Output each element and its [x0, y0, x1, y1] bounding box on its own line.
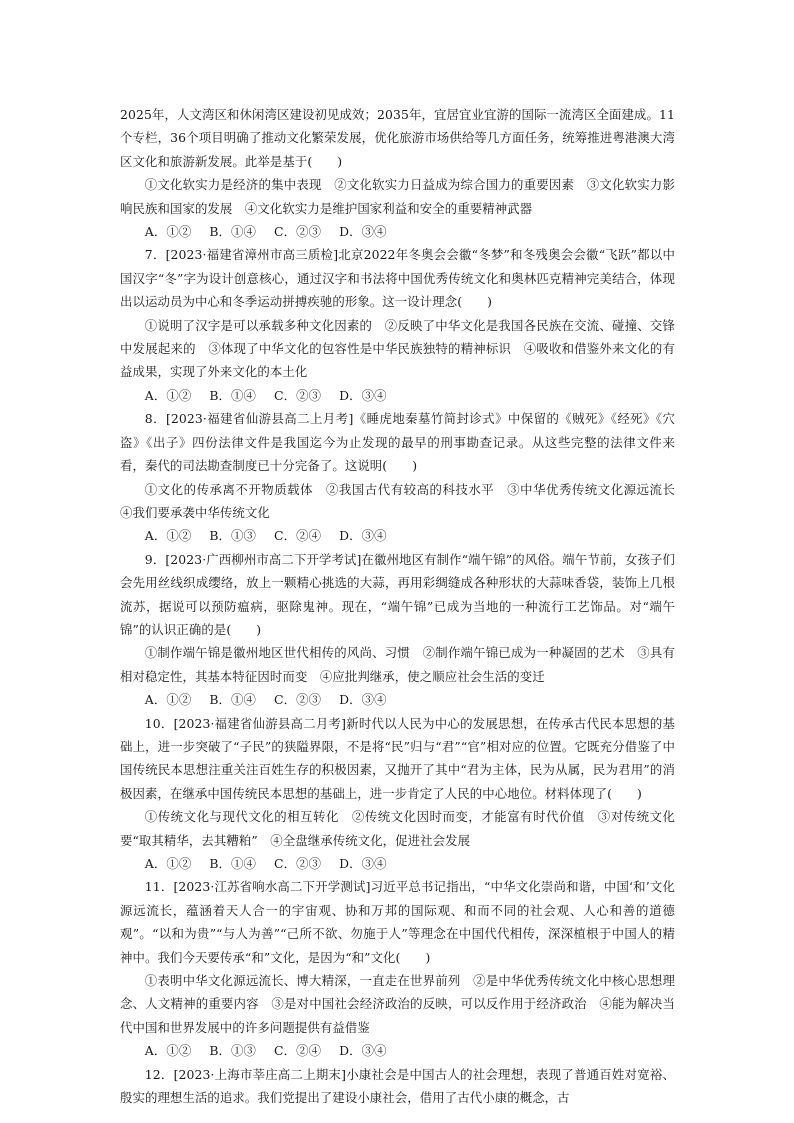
q11-options [120, 1039, 675, 1062]
q9-option-d[interactable]: D．③④ [339, 692, 387, 708]
q11-option-a[interactable]: A．①② [144, 1043, 192, 1059]
exam-page [120, 103, 688, 1109]
q8-statements: ①文化的传承离不开物质载体 ②我国古代有较高的科技水平 ③中华优秀传统文化源远流长 ④我们要承袭中华传统文化 [120, 481, 688, 520]
q11-statements: ①表明中华文化源远流长、博大精深，一直走在世界前列 ②是中华优秀传统文化中核心思想理念、人文精神的重要内容 ③是对中国社会经济政治的反映，可以反作用于经济政治 ④能为解决当代中国和世界发展中的许多问题提供有益借鉴 [120, 973, 675, 1035]
q9-option-b[interactable]: B．①④ [209, 692, 257, 708]
q7-stem: 7．[2023·福建省漳州市高三质检]北京2022年冬奥会会徽“冬梦”和冬残奥会会徽“飞跃”都以中国汉字“冬”字为设计创意核心，通过汉字和书法将中国优秀传统文化和奥林匹克精神完美结合，体现出以运动员为中心和冬季运动拼搏疾驰的形象。这一设计理念( ) [120, 247, 675, 310]
q8-option-d[interactable]: D．③④ [339, 528, 387, 544]
q11-option-b[interactable]: B．①③ [209, 1043, 257, 1059]
q8-option-b[interactable]: B．①③ [209, 528, 257, 544]
q6-statements: ①文化软实力是经济的集中表现 ②文化软实力日益成为综合国力的重要因素 ③文化软实力影响民族和国家的发展 ④文化软实力是维护国家利益和安全的重要精神武器 [120, 177, 675, 216]
q9-option-a[interactable]: A．①② [144, 692, 192, 708]
q7-statements: ①说明了汉字是可以承载多种文化因素的 ②反映了中华文化是我国各民族在交流、碰撞、交锋中发展起来的 ③体现了中华文化的包容性是中华民族独特的精神标识 ④吸收和借鉴外来文化的有益成果，实现了外来文化的本土化 [120, 317, 675, 380]
q7-options [120, 384, 675, 407]
q8-options [120, 524, 675, 547]
q10-option-a[interactable]: A．①② [144, 856, 192, 871]
q11-stem: 11．[2023·江苏省响水高二下开学测试]习近平总书记指出，“中华文化崇尚和谐，中国‘和’文化源远流长，蕴涵着天人合一的宇宙观、协和万邦的国际观、和而不同的社会观、人心和善的道德观”。“以和为贵”“与人为善”“己所不欲、勿施于人”等理念在中国代代相传，深深植根于中国人的精神中。我们今天要传承“和”文化，是因为“和”文化( ) [120, 879, 675, 965]
q6-options [120, 220, 675, 243]
q9-option-c[interactable]: C．②③ [274, 692, 322, 708]
q6-option-c[interactable]: C．②③ [274, 224, 322, 240]
q7-option-b[interactable]: B．①④ [209, 387, 257, 403]
q10-option-d[interactable]: D．③④ [339, 856, 387, 871]
q9-options [120, 688, 675, 711]
q12-stem: 12．[2023·上海市莘庄高二上期末]小康社会是中国古人的社会理想，表现了普通百姓对宽裕、殷实的理想生活的追求。我们党提出了建设小康社会，借用了古代小康的概念，古 [120, 1066, 675, 1106]
q6-stem: 2025年，人文湾区和休闲湾区建设初见成效；2035年，宜居宜业宜游的国际一流湾区全面建成。11个专栏，36个项目明确了推动文化繁荣发展，优化旅游市场供给等几方面任务，统筹推进粤港澳大湾区文化和旅游新发展。此举是基于( ) [120, 107, 675, 169]
q9-stem: 9．[2023·广西柳州市高二下开学考试]在徽州地区有制作“端午锦”的风俗。端午节前，女孩子们会先用丝线织成缨络，放上一颗精心挑选的大蒜，再用彩绸缝成各种形状的大蒜味香袋，装饰上几根流苏，据说可以预防瘟病，驱除鬼神。现在，“端午锦”已成为当地的一种流行工艺饰品。对“端午锦”的认识正确的是( ) [120, 551, 675, 637]
q8-option-c[interactable]: C．②④ [274, 528, 322, 544]
q6-option-b[interactable]: B．①④ [209, 224, 257, 240]
q10-options [120, 852, 675, 875]
q10-option-b[interactable]: B．①④ [209, 856, 257, 871]
q11-option-c[interactable]: C．②④ [274, 1043, 322, 1059]
q10-statements: ①传统文化与现代文化的相互转化 ②传统文化因时而变，才能富有时代价值 ③对传统文化要“取其精华，去其糟粕” ④全盘继承传统文化，促进社会发展 [120, 809, 675, 848]
q10-stem: 10．[2023·福建省仙游县高二月考]新时代以人民为中心的发展思想，在传承古代民本思想的基础上，进一步突破了“子民”的狭隘界限，不是将“民”归与“君”“官”相对应的位置。它既充分借鉴了中国传统民本思想注重关注百姓生存的积极因素，又抛开了其中“君为主体，民为从属，民为君用”的消极因素，在继承中国传统民本思想的基础上，进一步肯定了人民的中心地位。材料体现了( ) [120, 715, 675, 801]
q7-option-c[interactable]: C．②③ [274, 387, 322, 403]
q7-option-a[interactable]: A．①② [144, 387, 192, 403]
q8-stem: 8．[2023·福建省仙游县高二上月考]《睡虎地秦墓竹简封诊式》中保留的《贼死》《经死》《穴盗》《出子》四份法律文件是我国迄今为止发现的最早的刑事勘查记录。从这些完整的法律文件来看，秦代的司法勘查制度已十分完备了。这说明( ) [120, 411, 675, 474]
q10-option-c[interactable]: C．②③ [274, 856, 322, 871]
q11-option-d[interactable]: D．③④ [339, 1043, 387, 1059]
q9-statements: ①制作端午锦是徽州地区世代相传的风尚、习惯 ②制作端午锦已成为一种凝固的艺术 ③具有相对稳定性，其基本特征因时而变 ④应批判继承，使之顺应社会生活的变迁 [120, 645, 675, 684]
q8-option-a[interactable]: A．①② [144, 528, 192, 544]
q6-option-a[interactable]: A．①② [144, 224, 192, 240]
q6-option-d[interactable]: D．③④ [339, 224, 387, 240]
q7-option-d[interactable]: D．③④ [339, 387, 387, 403]
